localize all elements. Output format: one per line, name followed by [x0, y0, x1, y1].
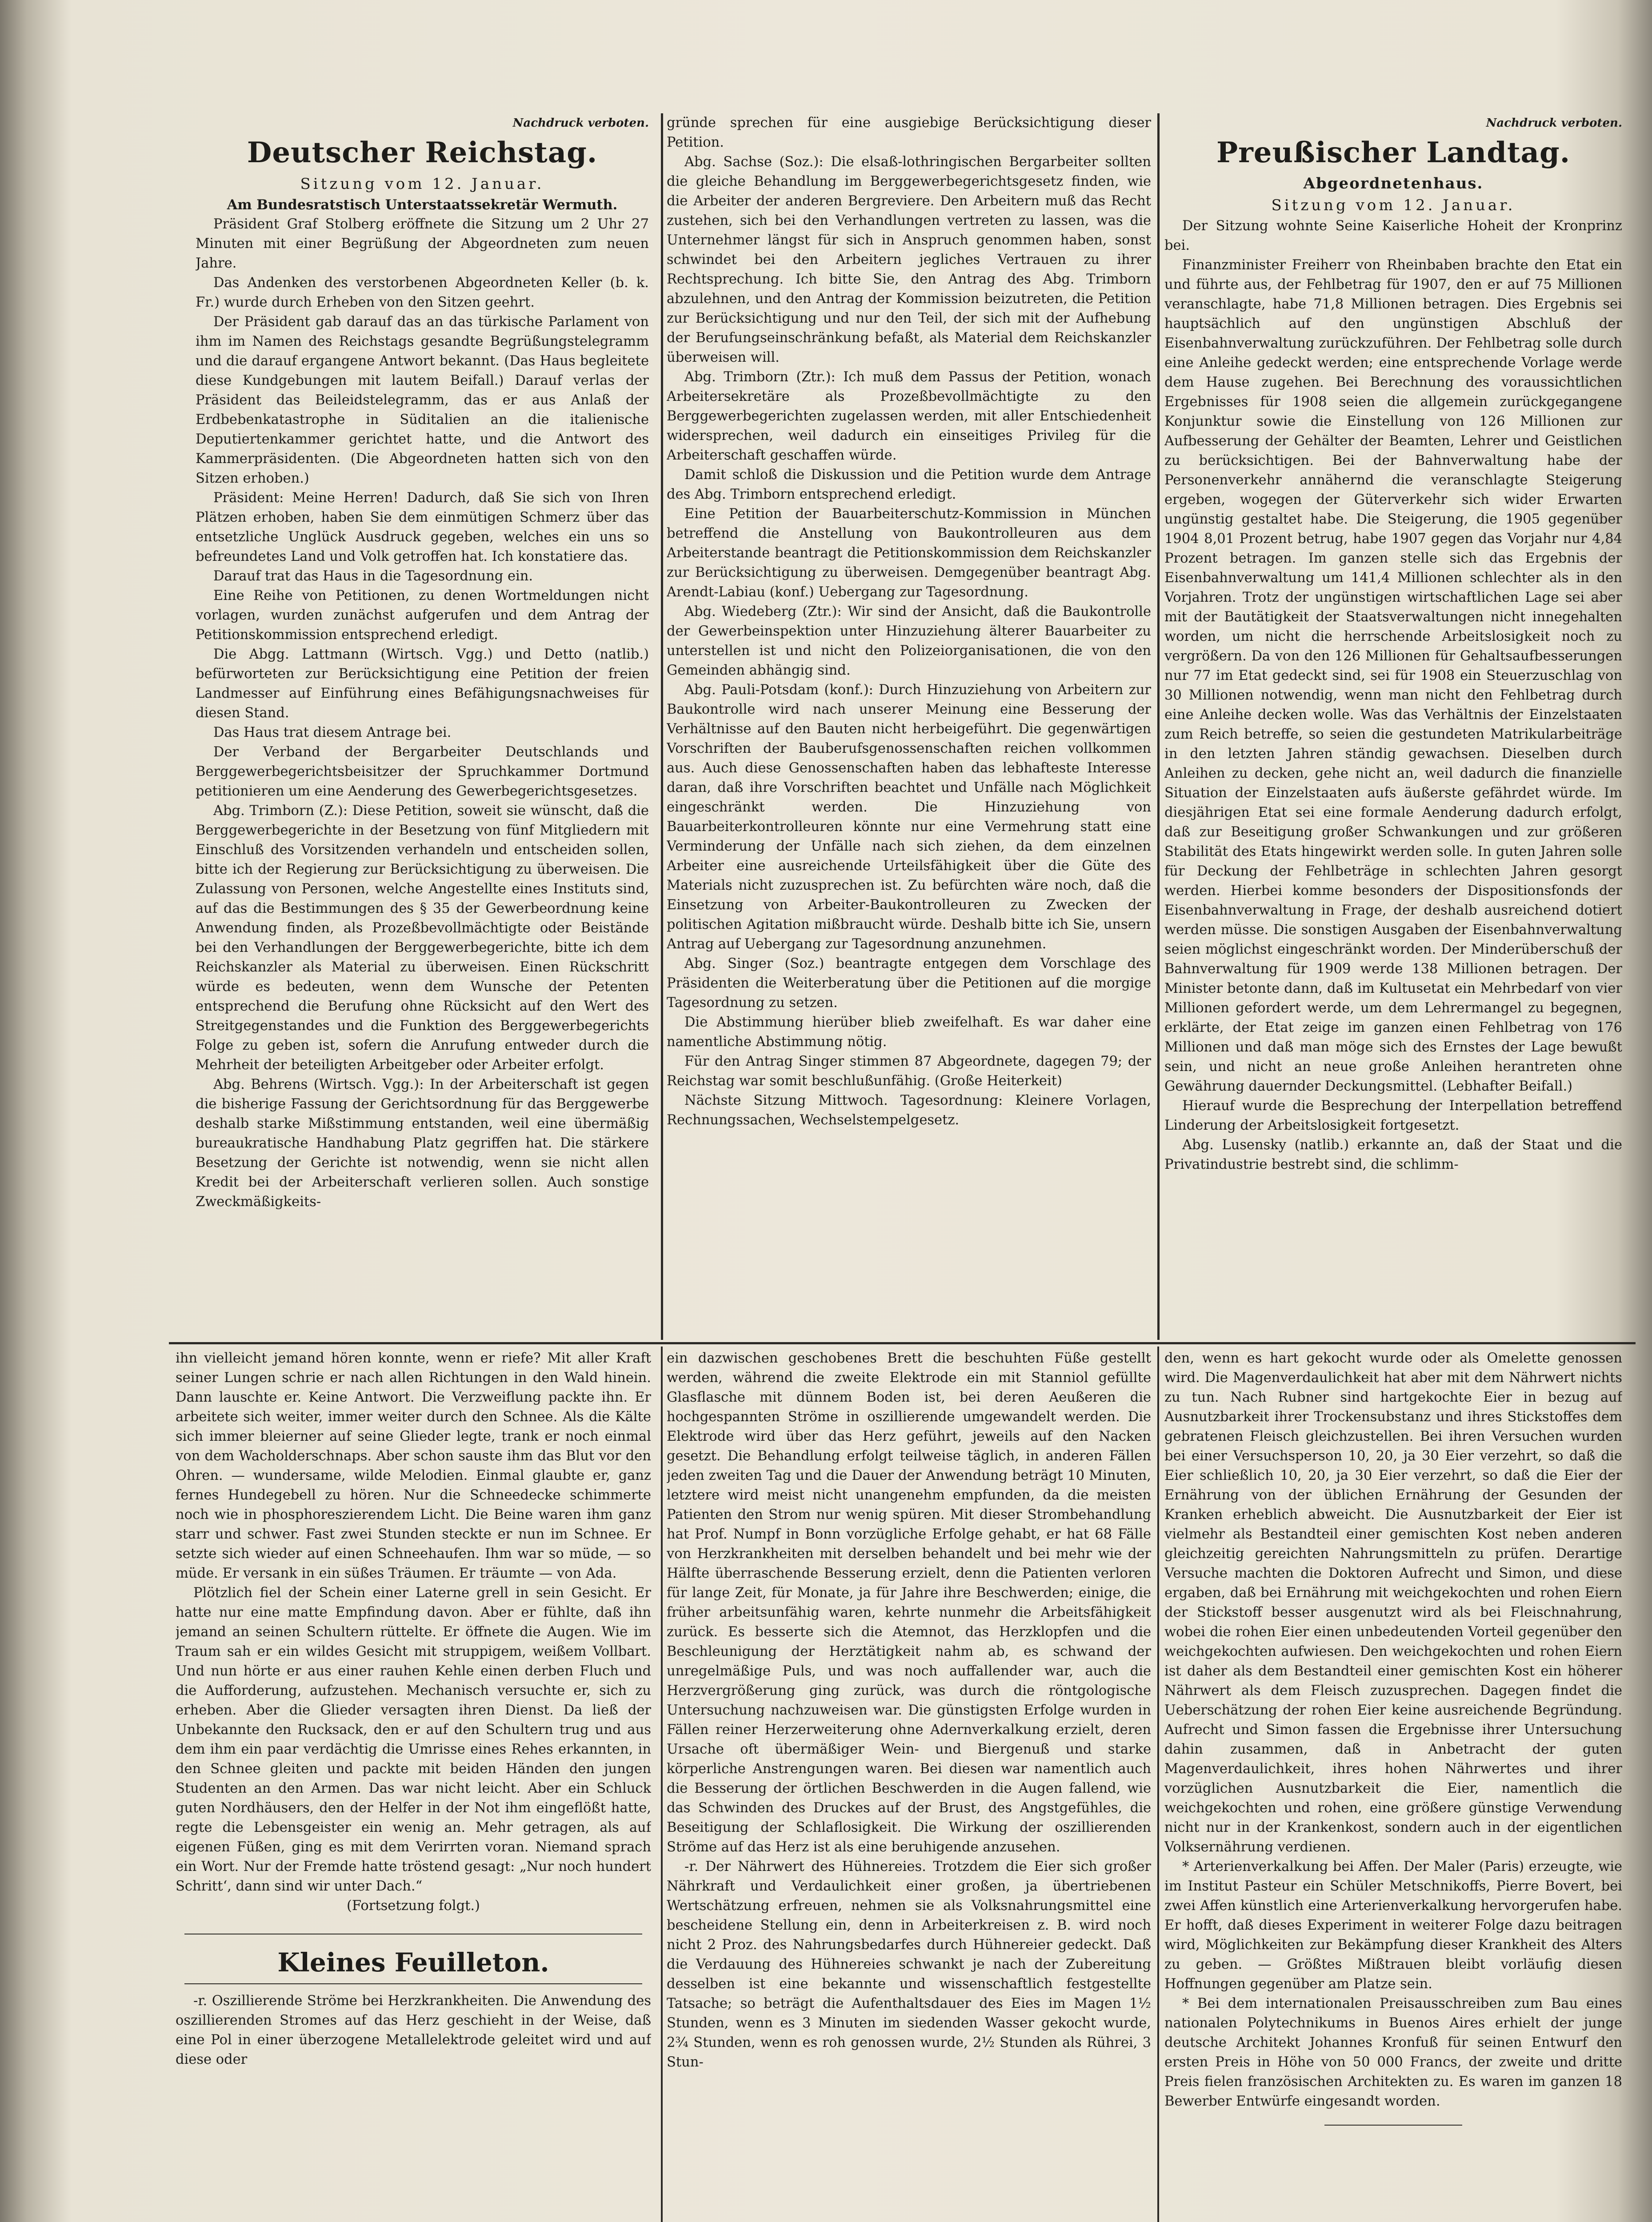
paragraph: Präsident: Meine Herren! Dadurch, daß Sie sich von Ihren Plätzen erhoben, haben Sie dem einmütigen Schmerz über das entsetzliche Unglück Ausdruck gegeben, welches ein uns so befreundetes Land und Volk getroffen hat. Ich konstatiere das.: [196, 490, 649, 564]
paragraph: Plötzlich fiel der Schein einer Laterne grell in sein Gesicht. Er hatte nur eine matte Empfindung davon. Aber er fühlte, daß ihn jemand an seinen Schultern rüttelte. Er öffnete die Augen. Wie im Traum sah er ein wildes Gesicht mit struppigem, weißem Vollbart. Und nun hörte er aus einer rauhen Kehle einen derben Fluch und die Aufforderung, aufzustehen. Mechanisch versuchte er, sich zu erheben. Aber die Glieder versagten ihren Dienst. Da ließ der Unbekannte den Rucksack, den er auf den Schultern trug und aus dem ihm ein paar verdächtig die Umrisse eines Rehes erkannten, in den Schnee gleiten und packte mit beiden Händen den jungen Studenten an den Armen. Das war nicht leicht. Aber ein Schluck guten Nordhäusers, den der Helfer in der Not ihm eingeflößt hatte, regte die Lebensgeister ein wenig an. Mehr getragen, als auf eigenen Füßen, ging es mit dem Verirrten voran. Niemand sprach ein Wort. Nur der Fremde hatte tröstend gesagt: „Nur noch hundert Schritt‘, dann sind wir unter Dach.“: [176, 1585, 651, 1894]
paragraph: Abg. Singer (Soz.) beantragte entgegen dem Vorschlage des Präsidenten die Weiterberatung über die Petitionen auf die morgige Tagesordnung zu setzen.: [667, 956, 1151, 1011]
divider: [184, 1983, 642, 1984]
paragraph: Abg. Trimborn (Ztr.): Ich muß dem Passus der Petition, wonach Arbeitersekretäre als Prozeßbevollmächtigte zu den Berggewerbegerichten zugelassen werden, mit aller Entschiedenheit widersprechen, weil dadurch ein einseitiges Privileg für die Arbeiterschaft geschaffen würde.: [667, 369, 1151, 463]
paragraph: Die Abstimmung hierüber blieb zweifelhaft. Es war daher eine namentliche Abstimmung nötig.: [667, 1015, 1151, 1050]
paragraph: Abg. Behrens (Wirtsch. Vgg.): In der Arbeiterschaft ist gegen die bisherige Fassung der Gerichtsordnung für das Berggewerbe deshalb starke Mißstimmung entstanden, weil eine übermäßig bureaukratische Handhabung Platz gegriffen hat. Die stärkere Besetzung der Gerichte ist notwendig, wenn sie nicht allen Kredit bei der Arbeiterschaft verlieren sollen. Auch sonstige Zweckmäßigkeits-: [196, 1077, 649, 1210]
reichstag-lead: Am Bundesratstisch Unterstaatssekretär Wermuth.: [227, 197, 618, 213]
paragraph: Eine Petition der Bauarbeiterschutz-Kommission in München betreffend die Anstellung von Baukontrolleuren aus dem Arbeiterstande beantragt die Petitionskommission dem Reichskanzler zur Berücksichtigung zu überweisen. Demgegenüber beantragt Abg. Arendt-Labiau (konf.) Uebergang zur Tagesordnung.: [667, 506, 1151, 600]
serial-story-column: [176, 1349, 651, 2222]
reichstag-title: Deutscher Reichstag.: [247, 136, 598, 169]
paragraph: Der Verband der Bergarbeiter Deutschlands und Berggewerbegerichtsbeisitzer der Spruchkammer Dortmund petitionieren um eine Aenderung des Gewerbegerichtsgesetzes.: [196, 744, 649, 799]
paragraph: Hierauf wurde die Besprechung der Interpellation betreffend Linderung der Arbeitslosigkeit fortgesetzt.: [1164, 1098, 1622, 1133]
feuilleton-column-2: [667, 1349, 1151, 2222]
divider: [1324, 2125, 1462, 2126]
paragraph: ein dazwischen geschobenes Brett die beschuhten Füße gestellt werden, während die zweite Elektrode ein mit Stanniol gefüllte Glasflasche mit dünnem Boden ist, bei deren Aeußeren die hochgespannten Ströme in oszillierende umgewandelt werden. Die Elektrode wird über das Herz geführt, jeweils auf den Nacken gesetzt. Die Behandlung erfolgt teilweise täglich, in anderen Fällen jeden zweiten Tag und die Dauer der Anwendung beträgt 10 Minuten, letztere wird meist nicht unangenehm empfunden, da die meisten Patienten den Strom nur wenig spüren. Mit dieser Strombehandlung hat Prof. Numpf in Bonn vorzügliche Erfolge gehabt, er hat 68 Fälle von Herzkrankheiten mit derselben behandelt und bei mehr wie der Hälfte überraschende Besserung erzielt, denn die Patienten verloren für lange Zeit, für Monate, ja für Jahre ihre Beschwerden; einige, die früher arbeitsunfähig waren, kehrte nunmehr die Arbeitsfähigkeit zurück. Es besserte sich die Atemnot, das Herzklopfen und die Beschleunigung der Herztätigkeit nahm ab, es schwand der unregelmäßige Puls, und was noch auffallender war, auch die Herzvergrößerung ging zurück, was durch die röntgologische Untersuchung nachzuweisen war. Die günstigsten Erfolge wurden in Fällen reiner Herzerweiterung ohne Adernverkalkung erzielt, deren Ursache oft übermäßiger Wein- und Biergenuß und starke körperliche Anstrengungen waren. Bei diesen war namentlich auch die Besserung der örtlichen Beschwerden in die Augen fallend, wie das Schwinden des Druckes auf der Brust, des Angstgefühles, die Beseitigung der Schlaflosigkeit. Die Wirkung der oszillierenden Ströme auf das Herz ist als eine beruhigende anzusehen.: [667, 1351, 1151, 1855]
paragraph: Der Sitzung wohnte Seine Kaiserliche Hoheit der Kronprinz bei.: [1164, 218, 1622, 253]
paragraph: Abg. Wiedeberg (Ztr.): Wir sind der Ansicht, daß die Baukontrolle der Gewerbeinspektion unter Hinzuziehung älterer Bauarbeiter zu unterstellen ist und nicht den Polizeiorganisationen, die von den Gemeinden abhängig sind.: [667, 604, 1151, 678]
paragraph: Der Präsident gab darauf das an das türkische Parlament von ihm im Namen des Reichstags gesandte Begrüßungstelegramm und die darauf ergangene Antwort bekannt. (Das Haus begleitete diese Kundgebungen mit lautem Beifall.) Darauf verlas der Präsident das Beileidstelegramm, das er aus Anlaß der Erdbebenkatastrophe in Süditalien an die italienische Deputiertenkammer gerichtet hatte, und die Antwort des Kammerpräsidenten. (Die Abgeordneten hatten sich von den Sitzen erhoben.): [196, 314, 649, 486]
landtag-subtitle: Abgeordnetenhaus.: [1303, 175, 1484, 192]
column-rule-3: [661, 1347, 663, 2222]
reprint-notice: Nachdruck verboten.: [1486, 116, 1622, 130]
paragraph: den, wenn es hart gekocht wurde oder als Omelette genossen wird. Die Magenverdaulichkeit hat aber mit dem Nährwert nichts zu tun. Nach Rubner sind hartgekochte Eier in bezug auf Ausnutzbarkeit ihrer Trockensubstanz und ihres Stickstoffes dem gebratenen Fleisch gleichzustellen. Bei ihren Versuchen wurden bei einer Versuchsperson 10, 20, ja 30 Eier verzehrt, so daß die Eier schließlich 10, 20, ja 30 Eier verzehrt, so daß die Eier der Ernährung von der üblichen Ernährung der Gesunden der Kranken erheblich abweicht. Die Ausnutzbarkeit der Eier ist vielmehr als Bestandteil einer gemischten Kost neben anderen gleichzeitig gereichten Nahrungsmitteln zu prüfen. Derartige Versuche machten die Doktoren Aufrecht und Simon, und diese ergaben, daß bei Ernährung mit weichgekochten und rohen Eiern der Stickstoff besser ausgenutzt wird als bei Fleischnahrung, wobei die rohen Eier einen unbedeutenden Vorteil gegenüber den weichgekochten aufwiesen. Den weichgekochten und rohen Eiern ist daher als dem Bestandteil einer gemischten Kost ein höherer Nährwert als dem Fleisch zuzusprechen. Dagegen findet die Ueberschätzung der rohen Eier keine ausreichende Begründung. Aufrecht und Simon fassen die Ergebnisse ihrer Untersuchung dahin zusammen, daß in Anbetracht der guten Magenverdaulichkeit, ihres hohen Nährwertes und ihrer vorzüglichen Ausnutzbarkeit die Eier, namentlich die weichgekochten und rohen, eine größere günstige Verwendung nicht nur in der Krankenkost, sondern auch in der eigentlichen Volksernährung verdienen.: [1164, 1351, 1622, 1855]
paragraph: Abg. Lusensky (natlib.) erkannte an, daß der Staat und die Privatindustrie bestrebt sind, die schlimm-: [1164, 1137, 1622, 1172]
paragraph: Eine Reihe von Petitionen, zu denen Wortmeldungen nicht vorlagen, wurden zunächst aufgerufen und dem Antrag der Petitionskommission entsprechend erledigt.: [196, 588, 649, 643]
column-rule-2: [1157, 113, 1160, 1340]
paragraph: Finanzminister Freiherr von Rheinbaben brachte den Etat ein und führte aus, der Fehlbetrag für 1907, den er auf 75 Millionen veranschlagte, habe 71,8 Millionen betragen. Dies Ergebnis sei hauptsächlich auf den ungünstigen Abschluß der Eisenbahnverwaltung zurückzuführen. Der Fehlbetrag solle durch eine Anleihe gedeckt werden; eine entsprechende Vorlage werde dem Hause zugehen. Bei Berechnung des voraussichtlichen Ergebnisses für 1908 seien die allgemein zurückgegangene Konjunktur sowie die Einstellung von 126 Millionen zur Aufbesserung der Gehälter der Beamten, Lehrer und Geistlichen zu berücksichtigen. Bei der Bahnverwaltung habe der Personenverkehr annähernd die veranschlagte Steigerung ergeben, wogegen der Güterverkehr sich wider Erwarten ungünstig gestaltet habe. Die Steigerung, die 1905 gegenüber 1904 8,01 Prozent betrug, habe 1907 gegen das Vorjahr nur 4,84 Prozent betragen. Im ganzen stelle sich das Ergebnis der Eisenbahnverwaltung um 141,4 Millionen schlechter als in den Vorjahren. Trotz der ungünstigen wirtschaftlichen Lage sei aber mit der Bautätigkeit der Staatsverwaltungen nicht innegehalten worden, um nicht die herrschende Arbeitslosigkeit noch zu vergrößern. Da von den 126 Millionen für Gehaltsaufbesserungen nur 77 im Etat gedeckt sind, sei für 1908 ein Steuerzuschlag von 30 Millionen notwendig, wenn man nicht den Fehlbetrag durch eine Anleihe decken wolle. Was das Verhältnis der Einzelstaaten zum Reich betreffe, so seien die gestundeten Matrikularbeiträge in den letzten Jahren ständig gewachsen. Dieselben durch Anleihen zu decken, gehe nicht an, weil dadurch die finanzielle Situation der Einzelstaaten aufs äußerste gefährdet würde. Im diesjährigen Etat sei eine formale Aenderung dadurch erfolgt, daß zur Beseitigung großer Schwankungen und zur größeren Stabilität des Etats hingewirkt werden solle. In guten Jahren solle für Deckung der Fehlbeträge in schlechten Jahren gesorgt werden. Hierbei komme besonders der Dispositionsfonds der Eisenbahnverwaltung in Frage, der deshalb ausreichend dotiert werden müsse. Die sonstigen Ausgaben der Eisenbahnverwaltung seien möglichst eingeschränkt worden. Der Minderüberschuß der Bahnverwaltung für 1909 werde 138 Millionen betragen. Der Minister betonte dann, daß im Kultusetat ein Mehrbedarf von vier Millionen gefordert werde, um dem Lehrermangel zu begegnen, erklärte, der Etat zeige im ganzen einen Fehlbetrag von 176 Millionen und daß man möge sich des Ernstes der Lage bewußt sein, und nicht an neue große Anleihen herantreten ohne Gewährung dauernder Deckungsmittel. (Lebhafter Beifall.): [1164, 257, 1622, 1094]
paragraph: Darauf trat das Haus in die Tagesordnung ein.: [213, 568, 533, 584]
paragraph: Präsident Graf Stolberg eröffnete die Sitzung um 2 Uhr 27 Minuten mit einer Begrüßung der Abgeordneten zum neuen Jahre.: [196, 216, 649, 271]
paragraph: Das Haus trat diesem Antrage bei.: [213, 725, 452, 740]
feuilleton-column-3: [1164, 1349, 1622, 2222]
paragraph: Abg. Trimborn (Z.): Diese Petition, soweit sie wünscht, daß die Berggewerbegerichte in der Besetzung von fünf Mitgliedern mit Einschluß des Vorsitzenden verhandeln und entscheiden sollen, bitte ich der Regierung zur Berücksichtigung zu überweisen. Die Zulassung von Personen, welche Angestellte eines Instituts sind, auf das die Bestimmungen des § 35 der Gewerbeordnung keine Anwendung finden, als Prozeßbevollmächtigte oder Beistände bei den Verhandlungen der Berggewerbegerichte, bitte ich dem Reichskanzler als Material zu überweisen. Einen Rückschritt würde es bedeuten, wenn dem Wunsche der Petenten entsprechend die Berufung ohne Rücksicht auf den Wert des Streitgegenstandes und die Funktion des Berggewerbegerichts Folge zu geben ist, sofern die Anrufung entweder durch die Mehrheit der beteiligten Arbeitgeber oder Arbeiter erfolgt.: [196, 803, 649, 1073]
reprint-notice: Nachdruck verboten.: [512, 116, 649, 130]
column-rule-1: [661, 113, 663, 1340]
paragraph: * Bei dem internationalen Preisausschreiben zum Bau eines nationalen Polytechnikums in Buenos Aires erhielt der junge deutsche Architekt Johannes Kronfuß für seinen Entwurf den ersten Preis in Höhe von 50 000 Francs, der zweite und dritte Preis fielen französischen Architekten zu. Es waren im ganzen 18 Bewerber Entwürfe eingesandt worden.: [1164, 1996, 1622, 2109]
paragraph: -r. Der Nährwert des Hühnereies. Trotzdem die Eier sich großer Nährkraft und Verdaulichkeit einer großen, ja übertriebenen Wertschätzung erfreuen, nehmen sie als Volksnahrungsmittel eine bescheidene Stellung ein, denn in Arbeiterkreisen z. B. wird noch nicht 2 Proz. des Nahrungsbedarfes durch Hühnereier gedeckt. Daß die Verdauung des Hühnereies schwankt je nach der Zubereitung desselben ist eine bekannte und wissenschaftlich festgestellte Tatsache; so beträgt die Aufenthaltsdauer des Eies im Magen 1½ Stunden, wenn es 3 Minuten im siedenden Wasser gekocht wurde, 2¾ Stunden, wenn es roh genossen wurde, 2½ Stunden als Rührei, 3 Stun-: [667, 1859, 1151, 2070]
paragraph: Das Andenken des verstorbenen Abgeordneten Keller (b. k. Fr.) wurde durch Erheben von den Sitzen geehrt.: [196, 275, 649, 310]
column-rule-4: [1157, 1347, 1159, 2222]
feuilleton-title: Kleines Feuilleton.: [277, 1947, 549, 1978]
paragraph: Abg. Sachse (Soz.): Die elsaß-lothringischen Bergarbeiter sollten die gleiche Behandlung im Berggewerbegerichtsgesetz finden, wie die Arbeiter der anderen Bergreviere. Den Arbeitern muß das Recht zustehen, sich bei den Verhandlungen vertreten zu lassen, was die Unternehmer längst für sich in Anspruch genommen haben, sonst schwindet bei den Arbeitern jegliches Vertrauen zu ihrer Rechtsprechung. Ich bitte Sie, den Antrag des Abg. Trimborn abzulehnen, und den Antrag der Kommission beizutreten, die Petition zur Berücksichtigung und nur den Teil, der sich mit der Aufhebung der Berufungseinschränkung befaßt, als Material dem Reichskanzler überweisen will.: [667, 154, 1151, 365]
paragraph: Abg. Pauli-Potsdam (konf.): Durch Hinzuziehung von Arbeitern zur Baukontrolle wird nach unserer Meinung eine Besserung der Verhältnisse auf den Bauten nicht herbeigeführt. Die gegenwärtigen Vorschriften der Bauberufsgenossenschaften reichen vollkommen aus. Auch diese Genossenschaften haben das lebhafteste Interesse daran, daß ihre Vorschriften beachtet und Unfälle nach Möglichkeit eingeschränkt werden. Die Hinzuziehung von Bauarbeiterkontrolleuren könnte nur eine Vermehrung statt eine Verminderung der Unfälle nach sich ziehen, da dem einzelnen Arbeiter eine ausreichende Urteilsfähigkeit über die Güte des Materials nicht zuzusprechen ist. Zu befürchten wäre noch, daß die Einsetzung von Arbeiter-Baukontrolleuren zu Zwecken der politischen Agitation mißbraucht würde. Deshalb bitte ich Sie, unsern Antrag auf Uebergang zur Tagesordnung anzunehmen.: [667, 682, 1151, 952]
landtag-session-date: Sitzung vom 12. Januar.: [1271, 196, 1516, 214]
section-separator: [169, 1342, 1636, 1344]
continued-notice: (Fortsetzung folgt.): [347, 1898, 480, 1914]
paragraph: * Arterienverkalkung bei Affen. Der Maler (Paris) erzeugte, wie im Institut Pasteur ein Schüler Metschnikoffs, Pierre Bovert, bei zwei Affen künstlich eine Arterienverkalkung hervorgerufen habe. Er hofft, daß dieses Experiment in weiterer Folge dazu beitragen wird, Möglichkeiten zur Bekämpfung dieser Krankheit des Alters zu geben. — Größtes Mißtrauen bleibt vorläufig diesen Hoffnungen gegenüber am Platze sein.: [1164, 1859, 1622, 1992]
feuilleton-item: -r. Oszillierende Ströme bei Herzkrankheiten. Die Anwendung des oszillierenden Stromes auf das Herz geschieht in der Weise, daß eine Pol in einer überzogene Metallelektrode geleitet wird und auf diese oder: [176, 1993, 651, 2067]
paragraph: Die Abgg. Lattmann (Wirtsch. Vgg.) und Detto (natlib.) befürworteten zur Berücksichtigung eine Petition der freien Landmesser auf Einführung eines Befähigungsnachweises für diesen Stand.: [196, 647, 649, 721]
paragraph: Für den Antrag Singer stimmen 87 Abgeordnete, dagegen 79; der Reichstag war somit beschlußunfähig. (Große Heiterkeit): [667, 1054, 1151, 1089]
paragraph: ihn vielleicht jemand hören konnte, wenn er riefe? Mit aller Kraft seiner Lungen schrie er nach allen Richtungen in den Wald hinein. Dann lauschte er. Keine Antwort. Die Verzweiflung packte ihn. Er arbeitete sich weiter, immer weiter durch den Schnee. Als die Kälte sich immer bleierner auf seine Glieder legte, trank er noch einmal von dem Wacholderschnaps. Aber schon sauste ihm das Blut vor den Ohren. — wundersame, wilde Melodien. Einmal glaubte er, ganz fernes Hundegebell zu hören. Nur die Schneedecke schimmerte noch wie in phosphoreszierendem Licht. Die Beine waren ihm ganz starr und schwer. Fast zwei Stunden steckte er nun im Schnee. Er setzte sich wieder auf einen Schneehaufen. Ihm war so müde, — so müde. Er versank in ein süßes Träumen. Er träumte — von Ada.: [176, 1351, 651, 1581]
reichstag-continued-column: [667, 113, 1151, 1340]
reichstag-session-date: Sitzung vom 12. Januar.: [300, 175, 544, 193]
reichstag-column: [196, 113, 649, 1340]
landtag-column: [1164, 113, 1622, 1340]
landtag-title: Preußischer Landtag.: [1216, 136, 1571, 169]
paragraph: Nächste Sitzung Mittwoch. Tagesordnung: Kleinere Vorlagen, Rechnungssachen, Wechselstempelgesetz.: [667, 1093, 1151, 1128]
paragraph: Damit schloß die Diskussion und die Petition wurde dem Antrage des Abg. Trimborn entsprechend erledigt.: [667, 467, 1151, 502]
paragraph: gründe sprechen für eine ausgiebige Berücksichtigung dieser Petition.: [667, 115, 1151, 150]
